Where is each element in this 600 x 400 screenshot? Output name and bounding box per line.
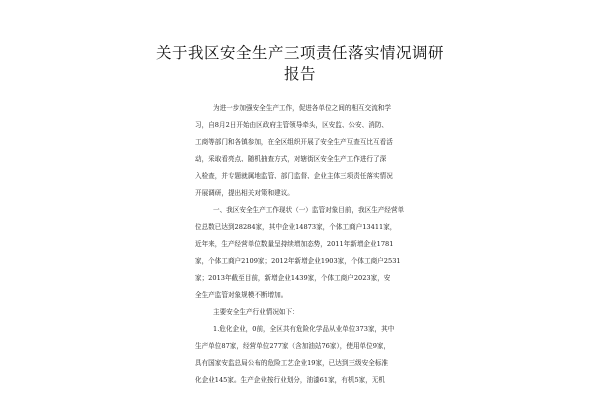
document-title-line-1: 关于我区安全生产三项责任落实情况调研 [155, 44, 444, 62]
paragraph-line: 主要安全生产行业情况如下： [213, 308, 299, 316]
paragraph-line: 动，采取看亮点、随机抽查方式，对辖街区安全生产工作进行了深 [195, 155, 387, 163]
paragraph-line: 位总数已达到28284家，其中企业14873家，个体工商户13411家， [195, 223, 397, 231]
document-title-line-2: 报告 [283, 65, 316, 83]
paragraph-line: 家；2013年截至目前，新增企业1439家，个体工商户2023家，安 [195, 274, 391, 282]
paragraph-line: 生产单位87家，经营单位277家（含加油站76家），使用单位9家， [195, 342, 391, 350]
paragraph-line: 工商等部门和各镇参加，在全区组织开展了安全生产互查互比互看活 [195, 138, 393, 146]
paragraph-line: 1.危化企业，0前，全区共有危险化学品从业单位373家，其中 [213, 325, 395, 333]
paragraph-line: 具有国家安监总局公布的危险工艺企业19家，已达到三级安全标准 [195, 359, 389, 367]
paragraph-line: 化企业145家。生产企业按行业划分，油漆61家，有机5家，无机 [195, 376, 386, 384]
paragraph-line: 习，自8月2日开始由区政府主管领导牵头，区安监、公安、消防、 [195, 121, 389, 129]
paragraph-line: 近年来，生产经营单位数量呈持续增加态势，2011年新增企业1781 [195, 240, 394, 248]
paragraph-line: 为进一步加强安全生产工作，促进各单位之间的相互交流和学 [213, 104, 392, 112]
paragraph-line: 家，个体工商户2109家；2012年新增企业1903家，个体工商户2531 [195, 257, 401, 265]
paragraph-line: 开展调研，提出相关对策和建议。 [195, 189, 294, 197]
paragraph-line: 一、我区安全生产工作现状（一）监管对象目前，我区生产经营单 [213, 206, 405, 214]
paragraph-line: 入检查，并专题就属地监管、部门监督、企业主体三项责任落实情况 [195, 172, 393, 180]
paragraph-line: 全生产监管对象规模不断增加。 [195, 291, 288, 299]
